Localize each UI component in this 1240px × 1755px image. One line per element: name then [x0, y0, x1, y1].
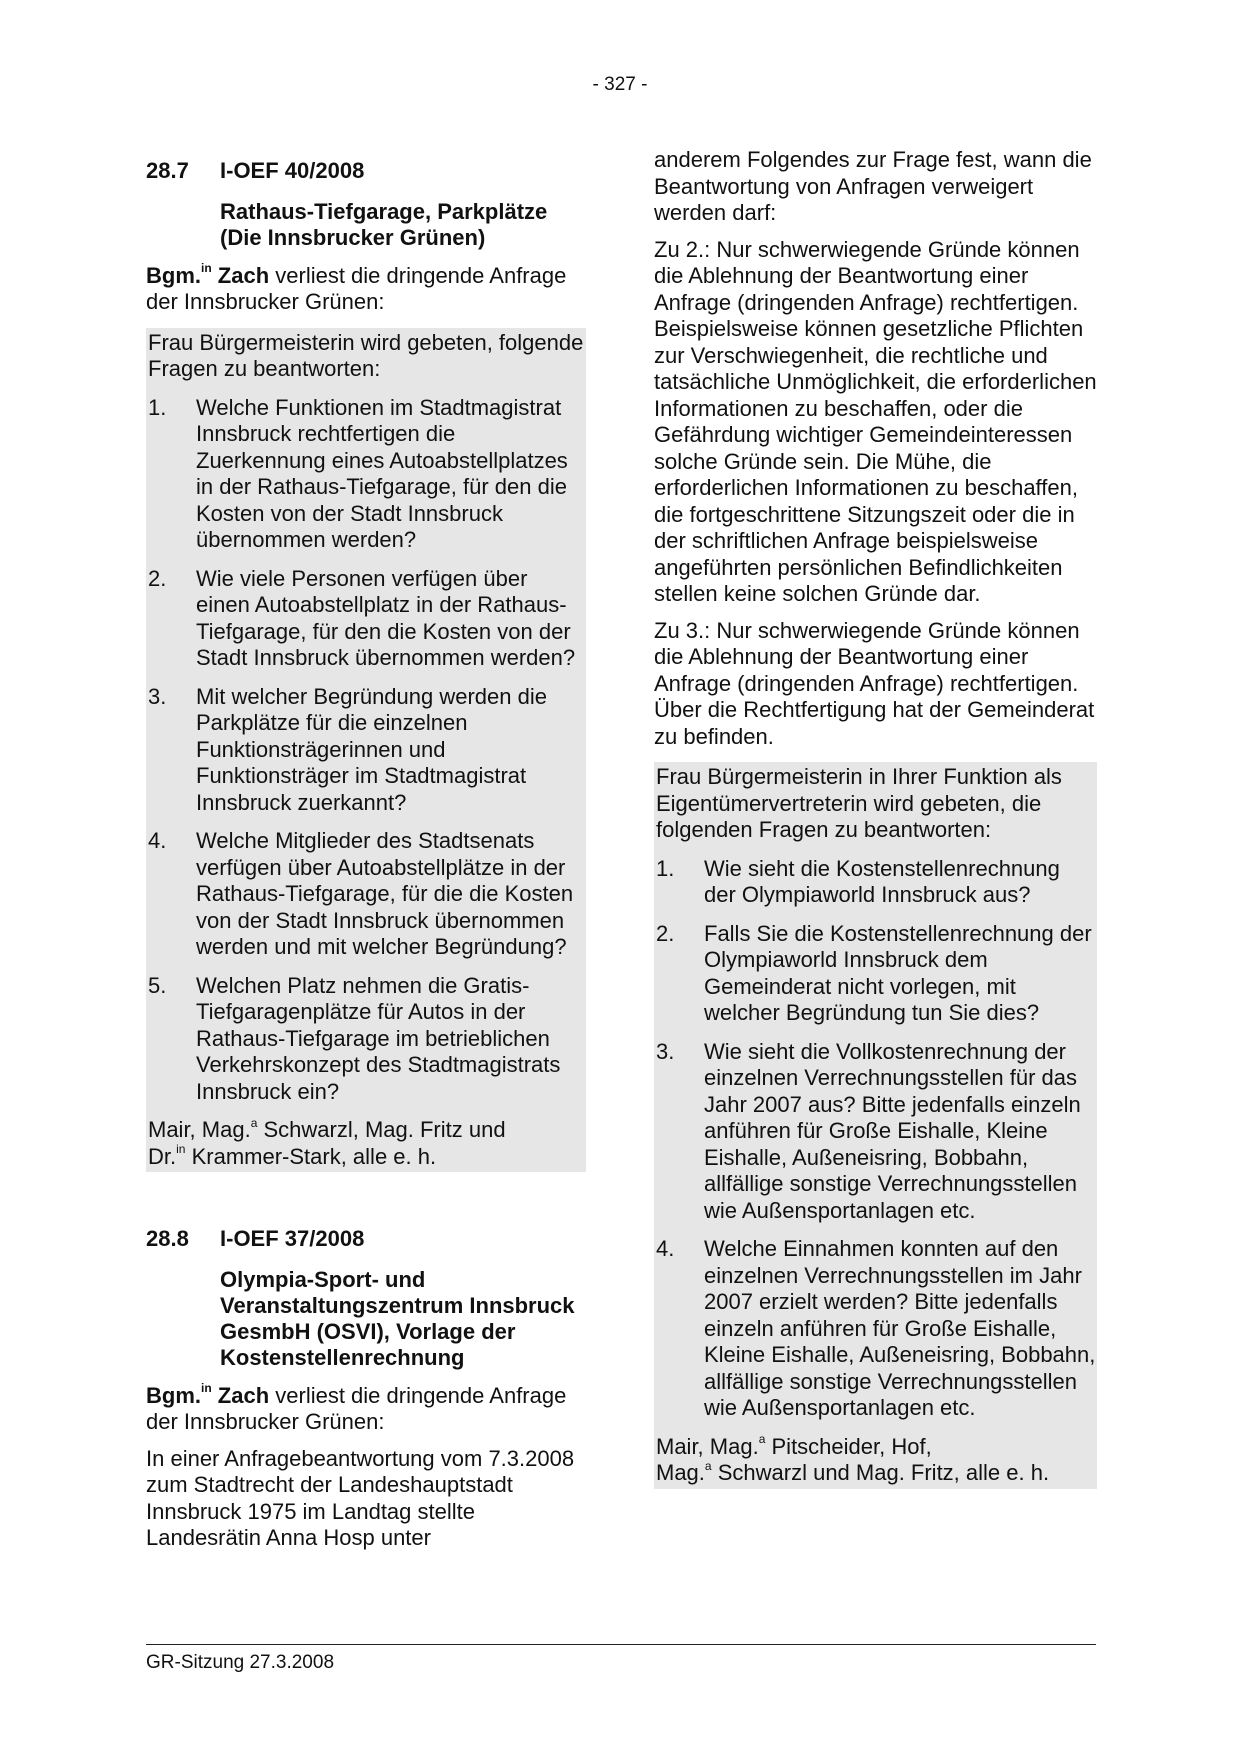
item-number: 2. [148, 565, 167, 591]
signatory-text: Mag. [656, 1460, 705, 1485]
page-number: - 327 - [592, 74, 648, 95]
right-column [654, 147, 1097, 1489]
signatory-text: Schwarzl und Mag. Fritz, alle e. h. [711, 1460, 1050, 1485]
list-item [148, 828, 586, 961]
item-text: Welchen Platz nehmen die Gratis-Tiefgaragenplätze für Autos in der Rathaus-Tiefgarage im betrieblichen Verkehrskonzept des Stadtmagistrats Innsbruck ein? [196, 972, 561, 1104]
list-item [656, 856, 1097, 909]
list-item [656, 921, 1097, 1027]
signatories [148, 1117, 586, 1170]
intro-text: verliest die dringende Anfrage der Innsbrucker Grünen: [146, 1382, 567, 1434]
item-number: 3. [656, 1038, 675, 1064]
body-paragraph-continued: anderem Folgendes zur Frage fest, wann die Beantwortung von Anfragen verweigert werden darf: [654, 147, 1092, 225]
item-text: Welche Funktionen im Stadtmagistrat Innsbruck rechtfertigen die Zuerkennung eines Autoabstellplatzes in der Rathaus-Tiefgarage, für den die Kosten von der Stadt Innsbruck übernommen werden? [196, 394, 568, 552]
item-text: Wie sieht die Kostenstellenrechnung der Olympiaworld Innsbruck aus? [704, 855, 1060, 907]
item-text: Wie viele Personen verfügen über einen Autoabstellplatz in der Rathaus-Tiefgarage, für den die Kosten von der Stadt Innsbruck übernommen werden? [196, 565, 576, 670]
item-number: 3. [148, 683, 167, 709]
section-heading-28-7 [146, 158, 586, 185]
intro-paragraph [146, 1383, 586, 1436]
signatory-text: Dr. [148, 1143, 177, 1169]
signatory-text: Schwarzl, Mag. Fritz und [257, 1117, 506, 1142]
mayor-name: Zach [211, 1382, 270, 1408]
section-title-line: (Die Innsbrucker Grünen) [220, 224, 486, 250]
section-title-line: Rathaus-Tiefgarage, Parkplätze [220, 198, 548, 224]
item-number: 1. [148, 394, 167, 420]
mayor-title: Bgm. [146, 1382, 201, 1408]
item-text: Falls Sie die Kostenstellenrechnung der Olympiaworld Innsbruck dem Gemeinderat nicht vorlegen, mit welcher Begründung tun Sie dies? [704, 920, 1092, 1025]
list-item [148, 395, 586, 554]
section-heading-28-8 [146, 1226, 586, 1253]
question-list [148, 395, 586, 1106]
signatory-text: Mair, Mag. [656, 1433, 759, 1459]
item-number: 1. [656, 855, 675, 881]
item-text: Welche Mitglieder des Stadtsenats verfügen über Autoabstellplätze in der Rathaus-Tiefgarage, für die die Kosten von der Stadt Innsbruck übernommen werden und mit welcher Begründung? [196, 828, 574, 959]
item-number: 4. [656, 1236, 675, 1261]
inquiry-box [146, 328, 586, 1173]
footer-text: GR-Sitzung 27.3.2008 [146, 1652, 335, 1673]
question-list [656, 856, 1097, 1422]
mayor-name: Zach [211, 262, 270, 288]
title-suffix: a [250, 1115, 258, 1130]
left-column [146, 158, 586, 1552]
item-number: 5. [148, 972, 167, 998]
footer-divider [146, 1644, 1096, 1645]
item-text: Wie sieht die Vollkostenrechnung der einzelnen Verrechnungsstellen für das Jahr 2007 aus? Bitte jedenfalls einzeln anführen für Große Eishalle, Kleine Eishalle, Außeneisring, Bobbahn, allfällige sonstige Verrechnungsstellen wie Außensportanlagen etc. [704, 1038, 1081, 1223]
title-suffix: in [201, 261, 212, 276]
list-item [148, 684, 586, 817]
section-number: 28.8 [146, 1226, 189, 1251]
signatories [656, 1434, 1097, 1487]
title-suffix: a [704, 1458, 712, 1473]
intro-text: verliest die dringende Anfrage der Innsbrucker Grünen: [146, 262, 567, 314]
body-paragraph-start: In einer Anfragebeantwortung vom 7.3.2008 zum Stadtrecht der Landeshauptstadt Innsbruck 1975 im Landtag stellte Landesrätin Anna Hosp unter [146, 1445, 575, 1550]
title-suffix: a [758, 1432, 766, 1447]
quote-paragraph: Zu 3.: Nur schwerwiegende Gründe können die Ablehnung der Beantwortung einer Anfrage (dringenden Anfrage) rechtfertigen. Über die Rechtfertigung hat der Gemeinderat zu befinden. [654, 617, 1095, 749]
item-text: Mit welcher Begründung werden die Parkplätze für die einzelnen Funktionsträgerinnen und Funktionsträger im Stadtmagistrat Innsbruck zuerkannt? [196, 683, 547, 815]
item-number: 2. [656, 920, 675, 946]
request-text: Frau Bürgermeisterin in Ihrer Funktion als Eigentümervertreterin wird gebeten, die folgenden Fragen zu beantworten: [656, 764, 1062, 842]
signatory-text: Krammer-Stark, alle e. h. [185, 1143, 437, 1169]
list-item [656, 1236, 1097, 1422]
inquiry-box [654, 762, 1097, 1489]
title-suffix: in [201, 1381, 212, 1396]
item-number: 4. [148, 828, 167, 853]
section-code: I-OEF 40/2008 [220, 158, 365, 183]
list-item [656, 1039, 1097, 1225]
intro-paragraph [146, 263, 586, 316]
item-text: Welche Einnahmen konnten auf den einzelnen Verrechnungsstellen im Jahr 2007 erzielt werden? Bitte jedenfalls einzeln anführen für Große Eishalle, Kleine Eishalle, Außeneisring, Bobbahn, allfällige sonstige Verrechnungsstellen wie Außensportanlagen etc. [704, 1236, 1096, 1420]
section-number: 28.7 [146, 158, 189, 183]
title-suffix: in [176, 1142, 186, 1157]
section-code: I-OEF 37/2008 [220, 1226, 365, 1251]
list-item [148, 566, 586, 672]
request-text: Frau Bürgermeisterin wird gebeten, folgende Fragen zu beantworten: [148, 329, 584, 381]
signatory-text: Mair, Mag. [148, 1117, 251, 1142]
quote-paragraph: Zu 2.: Nur schwerwiegende Gründe können die Ablehnung der Beantwortung einer Anfrage (dringenden Anfrage) rechtfertigen. Beispielsweise können gesetzliche Pflichten zur Verschwiegenheit, die rechtliche und tatsächliche Unmöglichkeit, die erforderlichen Informationen zu beschaffen, oder die Gefährdung wichtiger Gemeindeinteressen solche Gründe sein. Die Mühe, die erforderlichen Informationen zu beschaffen, die fortgeschrittene Sitzungszeit oder die in der schriftlichen Anfrage beispielsweise angeführten persönlichen Befindlichkeiten stellen keine solchen Gründe dar. [654, 236, 1097, 606]
section-title: Olympia-Sport- und Veranstaltungszentrum Innsbruck GesmbH (OSVI), Vorlage der Kostenstellenrechnung [220, 1266, 575, 1370]
mayor-title: Bgm. [146, 262, 201, 288]
signatory-text: Pitscheider, Hof, [765, 1433, 932, 1459]
list-item [148, 973, 586, 1106]
section-title [220, 199, 586, 251]
